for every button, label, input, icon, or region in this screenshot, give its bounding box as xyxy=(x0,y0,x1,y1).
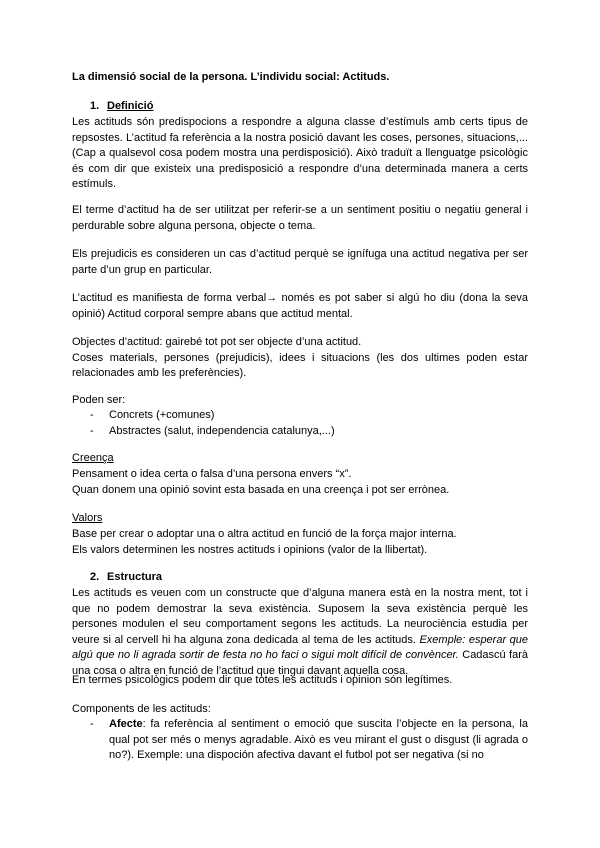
component-text: : fa referència al sentiment o emoció que suscita l’objecte en la persona, la qual pot ser més o menys agradable. Això es veu mirant el gust o disgust (li agrada o no?). Exemple: una dispoción afectiva davant el futbol pot ser negativa (si no xyxy=(109,718,528,761)
paragraph-terme: El terme d’actitud ha de ser utilitzat per referir-se a un sentiment positiu o negatiu general i perdurable sobre alguna persona, objecte o tema. xyxy=(72,204,528,232)
paragraph-objectes xyxy=(72,335,528,382)
components-intro: Components de les actituds: xyxy=(72,703,211,715)
list-item xyxy=(90,717,528,764)
subheading-creenca: Creença xyxy=(72,452,114,464)
objectes-line: Objectes d’actitud: gairebé tot pot ser objecte d’una actitud. xyxy=(72,336,362,348)
paragraph-creenca: Pensament o idea certa o falsa d’una persona envers “x”. Quan donem una opinió sovint esta basada en una creença i pot ser errònea. xyxy=(72,468,450,496)
section-number: 1. xyxy=(90,100,100,112)
dash-marker: - xyxy=(90,718,94,730)
components-list xyxy=(90,717,528,764)
dash-marker: - xyxy=(90,424,94,437)
section-number: 2. xyxy=(90,571,100,583)
paragraph-prejudicis: Els prejudicis es consideren un cas d’actitud perquè se ignífuga una actitud negativa per ser parte d’un grup en particular. xyxy=(72,248,528,276)
dash-marker: - xyxy=(90,409,94,421)
example-text: Exemple: esperar que algú que no li agrada sortir de festa no ho faci o sigui molt difícil de convèncer. xyxy=(72,633,528,661)
paragraph-estructura: Les actituds es veuen com un constructe que d’alguna manera està en la nostra ment, tot i que no podem demostrar la seva existència. Suposem la seva existència perquè les persones modulen el seu comportament segons les actituds. La neurociència estudia per veure si al cervell hi ha alguna zona dedicada al tema de les actituds. Exemple: esperar que algú que no li agrada sortir de festa no ho faci o sigui molt difícil de convèncer. Cadascú farà una cosa o altra en funció de l’actitud que tingui davant aquella cosa. xyxy=(72,587,528,677)
section-heading-definicio xyxy=(90,100,153,112)
list-item: - Concrets (+comunes) xyxy=(90,408,528,424)
list-item: - Abstractes (salut, independencia catalunya,...) xyxy=(90,424,528,440)
paragraph-definition: Les actituds són predispocions a respondre a alguna classe d’estímuls amb certs tipus de repsostes. L’actitud fa referència a la nostra posició davant les coses, persones, situacions,... (Cap a qualsevol cosa podem mostra una perdisposició). Això traduït a llenguatge psicològic és com dir que existeix una predisposició a respondre d’una determinada manera a certs estímuls. xyxy=(72,116,528,190)
component-label: Afecte xyxy=(109,718,143,730)
section-heading-estructura xyxy=(90,571,162,583)
document-title: La dimensió social de la persona. L’individu social: Actituds. xyxy=(72,71,390,83)
poden-ser-label: Poden ser: xyxy=(72,394,126,406)
poden-ser-list xyxy=(90,408,528,439)
subheading-valors: Valors xyxy=(72,512,103,524)
paragraph-legitimes: En termes psicològics podem dir que totes les actituds i opinion són legítimes. xyxy=(72,674,453,686)
section-title: Estructura xyxy=(107,571,163,583)
objectes-detail: Coses materials, persones (prejudicis), idees i situacions (les dos ultimes poden estar relacionades amb les preferències). xyxy=(72,351,528,379)
section-title: Definició xyxy=(107,100,154,112)
paragraph-manifestacio: L’actitud es manifiesta de forma verbal→ només es pot saber si algú ho diu (dona la seva opinió) Actitud corporal sempre abans que actitud mental. xyxy=(72,292,528,320)
paragraph-valors: Base per crear o adoptar una o altra actitud en funció de la força major interna. Els valors determinen les nostres actituds i opinions (valor de la llibertat). xyxy=(72,528,457,556)
